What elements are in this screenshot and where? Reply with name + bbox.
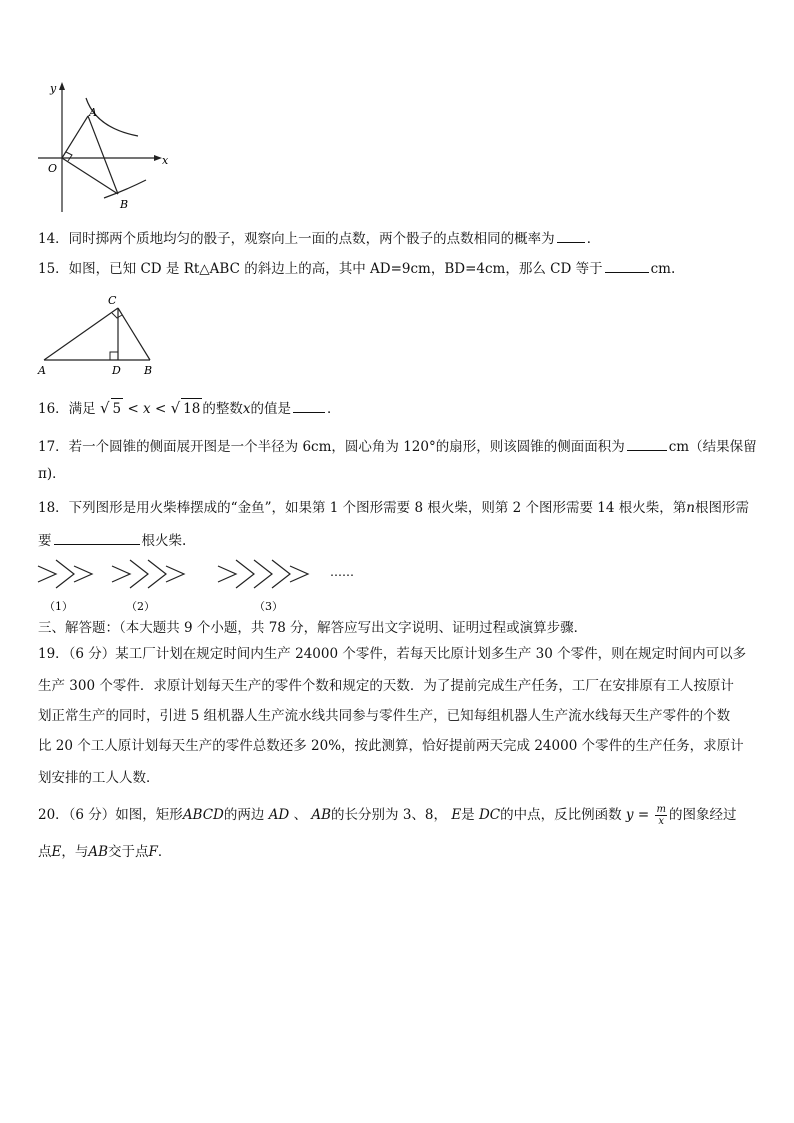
right-angle-mark bbox=[66, 152, 72, 161]
q18-line2-suffix: 根火柴. bbox=[141, 533, 187, 549]
label-b: B bbox=[144, 364, 153, 377]
question-18-line-2 bbox=[38, 530, 758, 551]
section-3-heading bbox=[38, 618, 758, 638]
side-ac bbox=[44, 308, 118, 360]
q17-line1-end: cm（结果保留 bbox=[668, 439, 757, 455]
q20-part: 是 bbox=[461, 807, 475, 823]
q15-answer-blank bbox=[605, 258, 649, 273]
label-y: y bbox=[50, 82, 57, 95]
q20-denominator: x bbox=[658, 816, 665, 827]
q20-math: AD bbox=[268, 807, 290, 823]
q18-goldfish-figures bbox=[34, 556, 404, 618]
question-19-line-5 bbox=[38, 768, 758, 788]
caption-1: （1） bbox=[44, 600, 73, 613]
q20-math: AB bbox=[311, 807, 332, 823]
q20-math: y bbox=[625, 807, 634, 823]
q20-part: ，与 bbox=[61, 844, 89, 860]
label-c: C bbox=[108, 294, 117, 307]
question-14 bbox=[38, 228, 758, 249]
q14-end: ． bbox=[586, 231, 601, 247]
question-16 bbox=[38, 398, 758, 419]
q13-coordinate-figure bbox=[30, 78, 180, 218]
q20-part: ． bbox=[157, 844, 172, 860]
q16-radicand-1: 5 bbox=[111, 398, 124, 419]
q20-part: 的两边 bbox=[223, 807, 265, 823]
q17-line2: π)． bbox=[38, 466, 66, 482]
q16-less-than-1: < bbox=[127, 401, 139, 417]
q17-text: 17．若一个圆锥的侧面展开图是一个半径为 6cm，圆心角为 120°的扇形，则该圆锥的侧面面积为 bbox=[38, 439, 625, 455]
label-o: O bbox=[48, 162, 58, 175]
q20-part: 的图象经过 bbox=[668, 807, 737, 823]
side-cb bbox=[118, 308, 150, 360]
q18-line1-end: 根图形需 bbox=[694, 500, 749, 516]
caption-2: （2） bbox=[126, 600, 155, 613]
q20-fraction bbox=[655, 804, 666, 827]
q15-triangle-figure bbox=[32, 292, 162, 378]
q20-math: ABCD bbox=[182, 807, 224, 823]
q16-mid: 的整数 bbox=[202, 401, 243, 417]
x-axis-arrow bbox=[154, 155, 162, 161]
label-d: D bbox=[112, 364, 121, 377]
q19-line: 生产 300 个零件．求原计划每天生产的零件个数和规定的天数．为了提前完成生产任务，工厂在安排原有工人按原计 bbox=[38, 678, 734, 694]
q20-math: DC bbox=[478, 807, 501, 823]
question-20-line-2 bbox=[38, 842, 758, 862]
q16-radicand-2: 18 bbox=[181, 398, 202, 419]
q14-text: 14．同时掷两个质地均匀的骰子，观察向上一面的点数，两个骰子的点数相同的概率为 bbox=[38, 231, 555, 247]
question-19-line-3 bbox=[38, 706, 758, 726]
ellipsis: …… bbox=[330, 565, 354, 579]
section-3-text: 三、解答题：（本大题共 9 个小题，共 78 分，解答应写出文字说明、证明过程或演算步骤． bbox=[38, 620, 588, 636]
q19-line: 19．（6 分）某工厂计划在规定时间内生产 24000 个零件，若每天比原计划多生产 30 个零件，则在规定时间内可以多 bbox=[38, 646, 747, 662]
q20-part: 20．（6 分）如图，矩形 bbox=[38, 807, 183, 823]
label-a: A bbox=[38, 364, 46, 377]
q19-line: 划安排的工人人数． bbox=[38, 770, 160, 786]
q20-part: 、 bbox=[293, 807, 308, 823]
q20-numerator: m bbox=[656, 804, 666, 815]
q16-prefix: 16．满足 bbox=[38, 401, 96, 417]
goldfish-figure-2 bbox=[112, 560, 184, 588]
q16-less-than-2: < bbox=[154, 401, 167, 417]
goldfish-figure-3 bbox=[218, 560, 308, 588]
goldfish-figure-1 bbox=[38, 560, 92, 588]
q20-part: 的长分别为 3、8， bbox=[331, 807, 448, 823]
q18-text: 18．下列图形是用火柴棒摆成的“金鱼”，如果第 1 个图形需要 8 根火柴，则第 2 个图形需要 14 根火柴，第 bbox=[38, 500, 687, 516]
q19-line: 划正常生产的同时，引进 5 组机器人生产流水线共同参与零件生产，已知每组机器人生产流水线每天生产零件的个数 bbox=[38, 708, 731, 724]
sqrt-symbol: √ bbox=[170, 399, 181, 417]
q16-variable: x bbox=[143, 401, 151, 417]
q20-part: 点 bbox=[38, 844, 52, 860]
question-18-line-1 bbox=[38, 498, 758, 518]
label-a: A bbox=[89, 106, 97, 119]
question-17-line-1 bbox=[38, 436, 758, 457]
q20-math: E bbox=[51, 844, 62, 860]
q20-part: 交于点 bbox=[108, 844, 149, 860]
sqrt-symbol: √ bbox=[99, 399, 110, 417]
label-x: x bbox=[162, 154, 169, 167]
question-17-line-2 bbox=[38, 464, 758, 484]
segment-oa bbox=[62, 116, 88, 158]
q18-variable-n: n bbox=[686, 500, 695, 516]
segment-ob bbox=[62, 158, 118, 194]
q20-part: 的中点，反比例函数 bbox=[500, 807, 622, 823]
question-19-line-1 bbox=[38, 644, 758, 664]
y-axis-arrow bbox=[59, 82, 65, 90]
q15-end: cm. bbox=[650, 261, 676, 277]
question-19-line-2 bbox=[38, 676, 758, 696]
right-angle-mark-d bbox=[110, 352, 118, 360]
q20-math: AB bbox=[88, 844, 109, 860]
q18-line2-prefix: 要 bbox=[38, 533, 52, 549]
label-b: B bbox=[120, 198, 129, 211]
question-19-line-4 bbox=[38, 736, 758, 756]
right-angle-mark-c bbox=[112, 313, 122, 318]
q18-answer-blank bbox=[54, 530, 140, 545]
q19-line: 比 20 个工人原计划每天生产的零件总数还多 20%，按此测算，恰好提前两天完成 24000 个零件的生产任务，求原计 bbox=[38, 738, 744, 754]
q20-equals: = bbox=[637, 807, 650, 823]
q16-end: ． bbox=[326, 401, 341, 417]
q15-text: 15．如图，已知 CD 是 Rt△ABC 的斜边上的高，其中 AD=9cm，BD=4cm，那么 CD 等于 bbox=[38, 261, 603, 277]
q16-answer-blank bbox=[293, 398, 325, 413]
q17-answer-blank bbox=[627, 436, 667, 451]
q20-math: E bbox=[451, 807, 462, 823]
question-15 bbox=[38, 258, 758, 279]
question-20-line-1 bbox=[38, 804, 758, 827]
q16-variable-2: x bbox=[242, 401, 251, 417]
q20-math: F bbox=[148, 844, 158, 860]
q16-suffix: 的值是 bbox=[250, 401, 291, 417]
q14-answer-blank bbox=[557, 228, 585, 243]
caption-3: （3） bbox=[254, 600, 283, 613]
